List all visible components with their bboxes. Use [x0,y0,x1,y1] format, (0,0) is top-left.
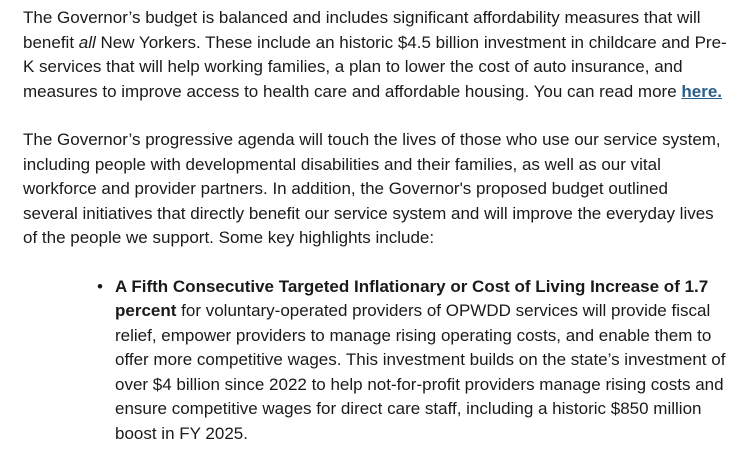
emphasis-text: all [78,32,96,52]
agenda-paragraph: The Governor’s progressive agenda will touch the lives of those who use our service system, including people with developmental disabilities and their families, as well as our vital workforce and provider partners. In addition, the Governor's proposed budget outlined several initiatives that directly benefit our service system and will improve the everyday lives of the people we support. Some key highlights include: [23,130,721,247]
highlight-title: A Fifth Consecutive Targeted Inflationary or Cost of Living Increase of 1.7 percent [115,276,709,320]
read-more-link[interactable]: here. [681,81,723,101]
paragraph-text: The Governor’s budget is balanced and includes significant affordability measures that will benefit [23,8,701,52]
list-item [97,275,727,447]
highlights-list [23,275,727,447]
budget-paragraph [23,6,727,104]
bullet-icon: • [97,276,103,296]
highlight-text: for voluntary-operated providers of OPWDD services will provide fiscal relief, empower providers to manage rising operating costs, and enable them to offer more competitive wages. This investment builds on the state’s investment of over $4 billion since 2022 to help not-for-profit providers manage rising costs and ensure competitive wages for direct care staff, including a historic $850 million boost in FY 2025. [115,301,726,443]
paragraph-text: New Yorkers. These include an historic $4.5 billion investment in childcare and Pre-K services that will help working families, a plan to lower the cost of auto insurance, and measures to improve access to health care and affordable housing. You can read more [23,32,727,101]
